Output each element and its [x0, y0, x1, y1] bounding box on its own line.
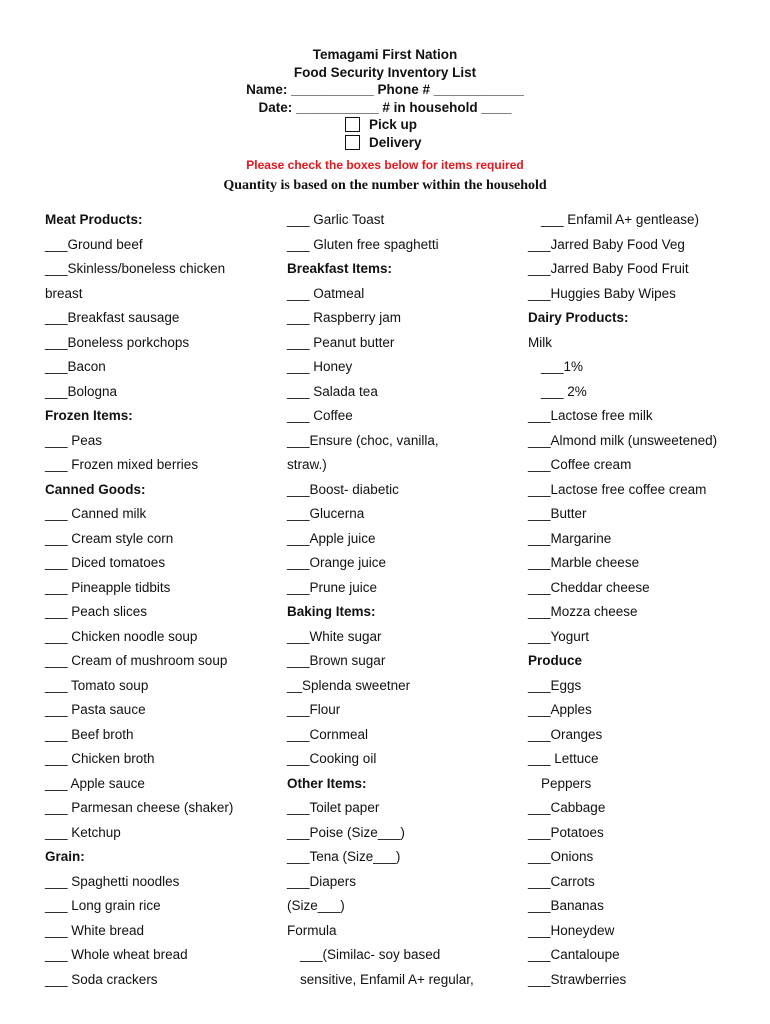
- checklist-item[interactable]: ___Boost- diabetic: [287, 481, 399, 497]
- checklist-item[interactable]: ___Margarine: [528, 530, 612, 546]
- checklist-item[interactable]: ___Onions: [528, 849, 594, 864]
- section-heading: Canned Goods:: [45, 481, 146, 497]
- checklist-item[interactable]: ___Cornmeal: [287, 726, 369, 742]
- checklist-item[interactable]: ___Ground beef: [45, 236, 143, 252]
- checklist-item[interactable]: ___Carrots: [528, 873, 595, 889]
- checklist-item[interactable]: ___Brown sugar: [287, 653, 386, 668]
- checklist-item[interactable]: ___Jarred Baby Food Veg: [528, 236, 685, 252]
- checklist-item[interactable]: ___Butter: [528, 506, 587, 521]
- checklist-item[interactable]: ___Prune juice: [287, 579, 378, 595]
- instruction-note: Please check the boxes below for items required: [246, 158, 524, 172]
- checklist-item[interactable]: ___Cantaloupe: [528, 947, 620, 962]
- checklist-item[interactable]: ___Lactose free milk: [528, 408, 653, 423]
- checklist-item[interactable]: breast: [45, 285, 83, 301]
- checklist-item[interactable]: ___Diapers: [287, 873, 357, 889]
- checklist-item[interactable]: ___ White bread: [45, 922, 145, 938]
- checklist-item[interactable]: ___Apple juice: [287, 530, 376, 546]
- checklist-item[interactable]: ___ Enfamil A+ gentlease): [541, 212, 699, 227]
- checklist-item[interactable]: ___ Peas: [45, 432, 103, 448]
- checklist-item[interactable]: ___Coffee cream: [528, 457, 632, 472]
- checklist-item[interactable]: ___Almond milk (unsweetened): [528, 432, 718, 448]
- column-2: [287, 208, 519, 992]
- column-1: [45, 208, 275, 992]
- checklist-item[interactable]: ___ Chicken noodle soup: [45, 628, 198, 644]
- checklist-item[interactable]: Peppers: [541, 775, 592, 791]
- checklist-item[interactable]: ___ Ketchup: [45, 824, 121, 840]
- checklist-item[interactable]: ___ Chicken broth: [45, 751, 155, 766]
- checklist-item[interactable]: ___ Cream of mushroom soup: [45, 653, 228, 668]
- checklist-item[interactable]: ___White sugar: [287, 628, 382, 644]
- checklist-item[interactable]: ___Poise (Size___): [287, 824, 405, 840]
- checklist-item[interactable]: ___ Honey: [287, 359, 353, 374]
- delivery-option[interactable]: [0, 134, 770, 152]
- checklist-item[interactable]: ___Flour: [287, 702, 341, 717]
- checklist-item[interactable]: ___Potatoes: [528, 824, 604, 840]
- checklist-item[interactable]: ___Honeydew: [528, 922, 615, 938]
- checklist-item[interactable]: ___Marble cheese: [528, 555, 640, 570]
- column-3: [528, 208, 758, 992]
- checklist-item[interactable]: ___ Gluten free spaghetti: [287, 236, 439, 252]
- section-heading: Dairy Products:: [528, 310, 629, 325]
- checklist-item[interactable]: ___Mozza cheese: [528, 604, 638, 619]
- checklist-item[interactable]: ___Boneless porkchops: [45, 334, 190, 350]
- checklist-item[interactable]: straw.): [287, 457, 327, 472]
- checklist-item[interactable]: ___Jarred Baby Food Fruit: [528, 261, 689, 276]
- form-header: [0, 46, 770, 194]
- checklist-item[interactable]: ___ Diced tomatoes: [45, 555, 166, 570]
- checklist-item[interactable]: ___Skinless/boneless chicken: [45, 261, 226, 276]
- checklist-item[interactable]: ___Yogurt: [528, 628, 590, 644]
- checklist-item[interactable]: ___ Pasta sauce: [45, 702, 146, 717]
- quantity-note: Quantity is based on the number within the household: [223, 178, 547, 193]
- checklist-item[interactable]: ___Oranges: [528, 726, 603, 742]
- pickup-label: Pick up: [369, 117, 418, 132]
- pickup-checkbox[interactable]: [345, 117, 360, 132]
- section-heading: Produce: [528, 653, 583, 668]
- section-heading: Baking Items:: [287, 604, 376, 619]
- checklist-item[interactable]: ___ Soda crackers: [45, 971, 158, 987]
- form-title: Food Security Inventory List: [293, 64, 477, 80]
- pickup-option[interactable]: [0, 116, 770, 134]
- checklist-item[interactable]: ___Breakfast sausage: [45, 310, 180, 325]
- organization-name: Temagami First Nation: [312, 47, 458, 62]
- checklist-item[interactable]: ___ Long grain rice: [45, 898, 161, 913]
- checklist-item[interactable]: ___ Canned milk: [45, 506, 147, 521]
- checklist-item[interactable]: ___(Similac- soy based: [300, 947, 441, 962]
- checklist-item[interactable]: ___ Beef broth: [45, 726, 134, 742]
- checklist-item[interactable]: ___Cabbage: [528, 800, 606, 815]
- checklist-item[interactable]: ___ Peanut butter: [287, 334, 395, 350]
- delivery-label: Delivery: [369, 134, 422, 150]
- delivery-checkbox[interactable]: [345, 135, 360, 150]
- checklist-item[interactable]: ___Toilet paper: [287, 800, 380, 815]
- name-phone-field[interactable]: Name: ___________ Phone # ____________: [246, 82, 524, 97]
- checklist-item[interactable]: Formula: [287, 922, 337, 938]
- checklist-item[interactable]: ___ Frozen mixed berries: [45, 457, 199, 472]
- checklist-item[interactable]: ___ Spaghetti noodles: [45, 873, 180, 889]
- checklist-item[interactable]: ___Lactose free coffee cream: [528, 481, 707, 497]
- checklist-item[interactable]: ___ Cream style corn: [45, 530, 174, 546]
- checklist-item[interactable]: ___Eggs: [528, 677, 582, 693]
- checklist-item[interactable]: ___Huggies Baby Wipes: [528, 285, 676, 301]
- checklist-item[interactable]: ___Bacon: [45, 359, 106, 374]
- checklist-item[interactable]: ___Cheddar cheese: [528, 579, 650, 595]
- checklist-item[interactable]: ___Cooking oil: [287, 751, 377, 766]
- checklist-item[interactable]: ___ Raspberry jam: [287, 310, 402, 325]
- checklist-item[interactable]: ___ Salada tea: [287, 383, 378, 399]
- checklist-item[interactable]: __Splenda sweetner: [287, 677, 411, 693]
- checklist-item[interactable]: ___ Parmesan cheese (shaker): [45, 800, 234, 815]
- checklist-item[interactable]: ___Ensure (choc, vanilla,: [287, 432, 439, 448]
- checklist-item[interactable]: ___ Peach slices: [45, 604, 148, 619]
- section-heading: Other Items:: [287, 775, 367, 791]
- section-heading: Breakfast Items:: [287, 261, 393, 276]
- checklist-item[interactable]: sensitive, Enfamil A+ regular,: [300, 971, 474, 987]
- checklist-item[interactable]: (Size___): [287, 898, 345, 913]
- checklist-item[interactable]: ___Bologna: [45, 383, 118, 399]
- section-heading: Frozen Items:: [45, 408, 133, 423]
- checklist-item[interactable]: ___ 2%: [541, 383, 587, 399]
- checklist-item[interactable]: ___ Apple sauce: [45, 775, 145, 791]
- checklist-item[interactable]: ___Bananas: [528, 898, 604, 913]
- checklist-item[interactable]: ___ Garlic Toast: [287, 212, 385, 227]
- checklist-item[interactable]: ___Orange juice: [287, 555, 387, 570]
- checklist-item[interactable]: ___Glucerna: [287, 506, 365, 521]
- checklist-item[interactable]: ___ Whole wheat bread: [45, 947, 188, 962]
- checklist-item[interactable]: ___Strawberries: [528, 971, 627, 987]
- checklist-item[interactable]: ___ Oatmeal: [287, 285, 365, 301]
- checklist-item[interactable]: ___ Coffee: [287, 408, 353, 423]
- checklist-item[interactable]: ___Apples: [528, 702, 592, 717]
- checklist-item[interactable]: ___ Lettuce: [528, 751, 599, 766]
- checklist-item[interactable]: ___ Pineapple tidbits: [45, 579, 171, 595]
- section-heading: Meat Products:: [45, 212, 143, 227]
- section-heading: Grain:: [45, 849, 85, 864]
- checklist-item[interactable]: ___Tena (Size___): [287, 849, 401, 864]
- date-household-field[interactable]: Date: ___________ # in household ____: [258, 99, 512, 115]
- checklist-item[interactable]: ___ Tomato soup: [45, 677, 149, 693]
- checklist-item[interactable]: ___1%: [541, 359, 584, 374]
- checklist-item[interactable]: Milk: [528, 334, 552, 350]
